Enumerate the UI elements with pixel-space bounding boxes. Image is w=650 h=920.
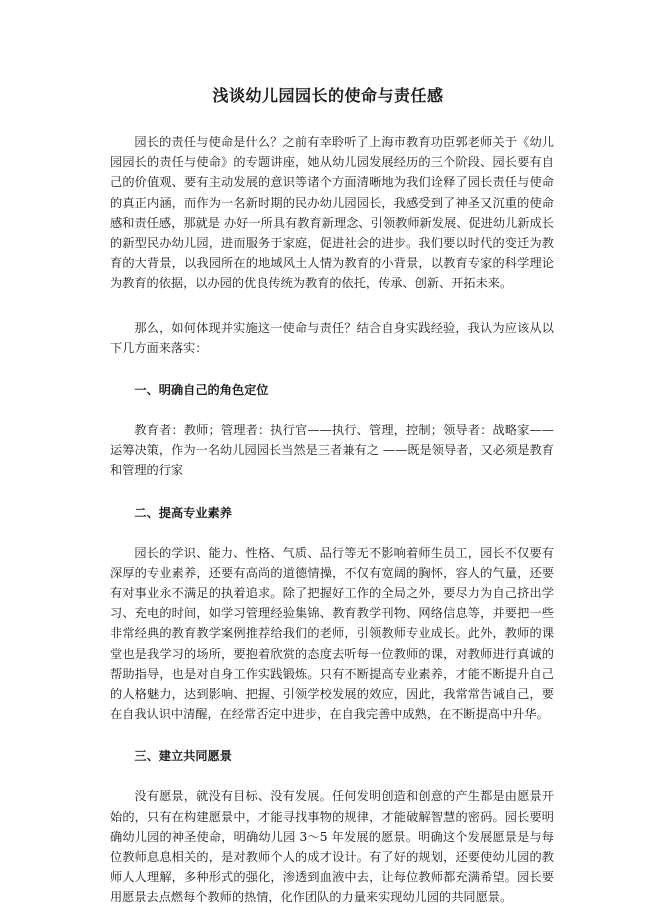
- section-heading-1: 一、明确自己的角色定位: [134, 383, 269, 398]
- section-2-paragraph: 园长的学识、能力、性格、气质、品行等无不影响着师生员工，园长不仅要有深厚的专业素养，还要有高尚的道德情操，不仅有宽阔的胸怀，容人的气量，还要有对事业永不满足的执着追求。除了把握好工作的全局之外，要尽力为自己挤出学习、充电的时间，如学习管理经验集锦、教育教学刊物、网络信息等，并要把一些非常经典的教育教学案例推荐给我们的老师，引领教师专业成长。此外，教师的课堂也是我学习的场所，要抱着欣赏的态度去听每一位教师的课，对教师进行真诚的帮助指导，也是对自身工作实践锻炼。只有不断提高专业素养，才能不断提升自己的人格魅力，达到影响、把握、引领学校发展的效应，因此，我常常告诫自己，要在自我认识中清醒，在经常否定中进步，在自我完善中成熟，在不断提高中升华。: [110, 545, 554, 722]
- section-1-paragraph: 教育者：教师；管理者：执行官——执行、管理，控制；领导者：战略家——运筹决策，作为一名幼儿园园长当然是三者兼有之 ——既是领导者，又必须是教育和管理的行家: [110, 423, 554, 478]
- section-heading-3: 三、建立共同愿景: [134, 749, 232, 764]
- section-heading-2: 二、提高专业素养: [134, 505, 232, 520]
- section-3-paragraph: 没有愿景，就没有目标、没有发展。任何发明创造和创意的产生都是由愿景开始的，只有在构建愿景中，才能寻找事物的规律，才能破解智慧的密码。园长要明确幼儿园的神圣使命，明确幼儿园 3～5 年发展的愿景。明确这个发展愿景是与每位教师息息相关的，是对教师个人的成才设计。有了好的规划，还要使幼儿园的教师人人理解，多种形式的强化，渗透到血液中去，让每位教师都充满希望。园长要用愿景去点燃每个教师的热情，化作团队的力量来实现幼儿园的共同愿景。: [110, 789, 554, 905]
- intro-paragraph: 园长的责任与使命是什么？之前有幸聆听了上海市教育功臣郭老师关于《幼儿园园长的责任与使命》的专题讲座，她从幼儿园发展经历的三个阶段、园长要有自己的价值观、要有主动发展的意识等诸个方面清晰地为我们诠释了园长责任与使命的真正内涵，而作为一名新时期的民办幼儿园园长，我感受到了神圣又沉重的使命感和责任感，那就是 办好一所具有教育新理念、引领教师新发展、促进幼儿新成长的新型民办幼儿园，进而服务于家庭，促进社会的进步。我们要以时代的变迁为教育的大背景，以我园所在的地域风土人情为教育的小背景，以教育专家的科学理论为教育的依据，以办园的优良传统为教育的依托，传承、创新、开拓未来。: [110, 135, 554, 291]
- transition-paragraph: 那么，如何体现并实施这一使命与责任？结合自身实践经验，我认为应该从以下几方面来落实：: [110, 320, 554, 355]
- document-title: 浅谈幼儿园园长的使命与责任感: [212, 86, 444, 105]
